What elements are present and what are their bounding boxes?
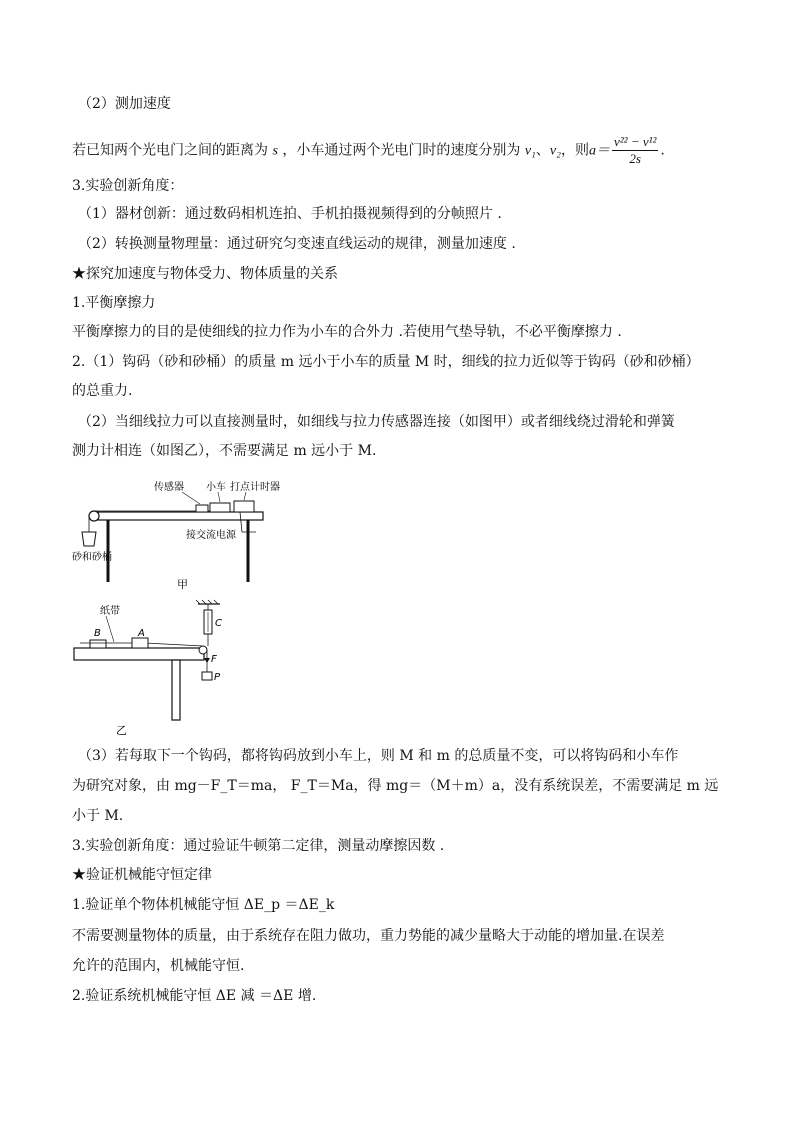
friction-coefficient-line: 3.实验创新角度：通过验证牛顿第二定律，测量动摩擦因数 .	[72, 838, 445, 854]
var-v2: v₂	[549, 143, 561, 159]
label-B: B	[94, 628, 101, 639]
acceleration-fraction	[612, 134, 658, 167]
formula-end: .	[660, 142, 665, 159]
mass-condition-line-1: 2.（1）钩码（砂和砂桶）的质量 m 远小于小车的质量 M 时，细线的拉力近似等于钩码（砂和砂桶）	[72, 354, 700, 370]
label-C: C	[215, 618, 222, 629]
system-energy-heading: 2.验证系统机械能守恒 ΔE 减 ＝ΔE 增.	[72, 988, 317, 1004]
subsection-heading-measure-acceleration: （2）测加速度	[78, 96, 171, 112]
label-power: 接交流电源	[186, 530, 236, 541]
tension-measure-line-1: （2）当细线拉力可以直接测量时，如细线与拉力传感器连接（如图甲）或者细线绕过滑轮和弹簧	[78, 414, 675, 430]
var-s: s	[272, 143, 278, 159]
system-method-line-2: 为研究对象，由 mg－F_T＝ma， F_T＝Ma，得 mg＝（M＋m）a，没有系统误差，不需要满足 m 远	[72, 778, 719, 794]
innovation-item-1: （1）器材创新：通过数码相机连拍、手机拍摄视频得到的分帧照片 .	[78, 206, 502, 222]
experiment-title-energy-conservation: ★验证机械能守恒定律	[72, 867, 212, 883]
figure-yi-diagram	[70, 598, 240, 738]
formula-text-mid: ，小车通过两个光电门时的速度分别为	[282, 142, 521, 159]
section-3-heading: 3.实验创新角度：	[72, 178, 184, 194]
fraction-denominator: 2s	[629, 151, 641, 166]
balance-friction-text: 平衡摩擦力的目的是使细线的拉力作为小车的合外力 .若使用气垫导轨，不必平衡摩擦力 .	[72, 324, 622, 340]
figure-caption-jia: 甲	[177, 578, 188, 591]
label-tape: 纸带	[100, 606, 120, 617]
var-v1: v₁	[524, 143, 536, 159]
label-A: A	[138, 628, 145, 639]
label-P: P	[214, 672, 221, 683]
formula-lhs: a＝	[589, 143, 610, 159]
formula-text-pre: 若已知两个光电门之间的距离为	[72, 142, 268, 159]
mass-condition-line-2: 的总重力.	[72, 383, 133, 399]
figure-jia-diagram	[70, 470, 280, 595]
innovation-item-2: （2）转换测量物理量：通过研究匀变速直线运动的规律，测量加速度 .	[78, 236, 516, 252]
label-cart: 小车	[206, 482, 226, 493]
label-sensor: 传感器	[154, 482, 184, 493]
single-object-energy-line-1: 不需要测量物体的质量，由于系统存在阻力做功，重力势能的减少量略大于动能的增加量.在误差	[72, 928, 665, 944]
formula-then: ，则	[561, 142, 589, 159]
experiment-title-acceleration-force-mass: ★探究加速度与物体受力、物体质量的关系	[72, 266, 338, 282]
fraction-numerator: v²² − v¹²	[614, 134, 657, 149]
single-object-energy-line-2: 允许的范围内，机械能守恒.	[72, 958, 245, 974]
system-method-line-1: （3）若每取下一个钩码，都将钩码放到小车上，则 M 和 m 的总质量不变，可以将钩码和小车作	[78, 748, 679, 764]
label-bucket: 砂和砂桶	[72, 552, 112, 563]
single-object-energy-heading: 1.验证单个物体机械能守恒 ΔE_p ＝ΔE_k	[72, 897, 335, 913]
acceleration-formula-line: 若已知两个光电门之间的距离为 s ，小车通过两个光电门时的速度分别为 v₁、v₂，则a＝ $\frac{\text{v²² − v¹²}}{2s}$ .	[72, 134, 665, 166]
balance-friction-heading: 1.平衡摩擦力	[72, 295, 156, 311]
label-timer: 打点计时器	[230, 482, 280, 493]
figure-caption-yi: 乙	[116, 724, 127, 737]
label-F: F	[211, 654, 217, 665]
system-method-line-3: 小于 M.	[72, 808, 124, 824]
tension-measure-line-2: 测力计相连（如图乙），不需要满足 m 远小于 M.	[72, 443, 377, 459]
